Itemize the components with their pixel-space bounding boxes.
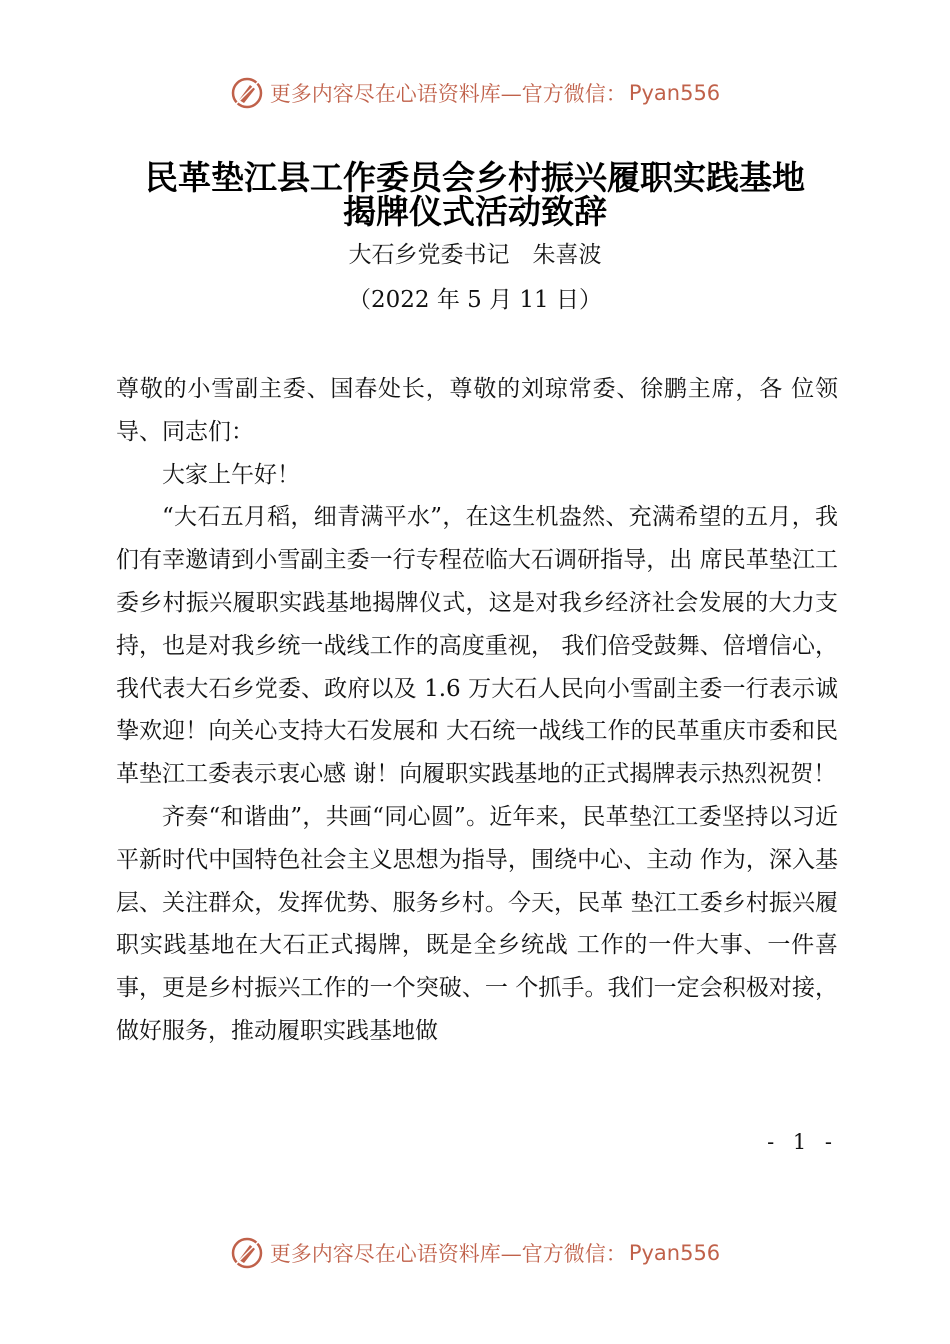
document-title-line-1: 民革垫江县工作委员会乡村振兴履职实践基地 bbox=[145, 158, 805, 197]
document-title-line-2: 揭牌仪式活动致辞 bbox=[343, 192, 607, 231]
body-paragraph: “大石五月稻，细青满平水”，在这生机盎然、充满希望的五月，我们有幸邀请到小雪副主委一行专程莅临大石调研指导，出 席民革垫江工委乡村振兴履职实践基地揭牌仪式，这是对我乡经济社会发展的大力支持，也是对我乡统一战线工作的高度重视， 我们倍受鼓舞、倍增信心，我代表大石乡党委、政府以及 1.6 万大石人民向小雪副主委一行表示诚挚欢迎！向关心支持大石发展和 大石统一战线工作的民革重庆市委和民革垫江工委表示衷心感 谢！向履职实践基地的正式揭牌表示热烈祝贺！ bbox=[116, 504, 838, 788]
author-line: 大石乡党委书记 朱喜波 bbox=[348, 242, 602, 268]
date-line: （2022 年 5 月 11 日） bbox=[348, 287, 602, 313]
salutation-paragraph: 尊敬的小雪副主委、国春处长，尊敬的刘琼常委、徐鹏主席，各 位领导、同志们： bbox=[116, 376, 838, 445]
watermark-header bbox=[0, 73, 950, 113]
watermark-text: 更多内容尽在心语资料库—官方微信： bbox=[269, 1242, 627, 1266]
red-seal-logo-icon bbox=[230, 76, 264, 110]
red-seal-logo-icon bbox=[230, 1236, 264, 1270]
greeting-paragraph: 大家上午好！ bbox=[162, 461, 300, 488]
speech-body bbox=[116, 368, 838, 1053]
watermark-handle: Pyan556 bbox=[628, 81, 721, 105]
page-number: - 1 - bbox=[767, 1130, 838, 1154]
body-paragraph: 齐奏“和谐曲”，共画“同心圆”。近年来，民革垫江工委坚持以习近平新时代中国特色社会主义思想为指导，围绕中心、主动 作为，深入基层、关注群众，发挥优势、服务乡村。今天，民革 垫江工委乡村振兴履职实践基地在大石正式揭牌，既是全乡统战 工作的一件大事、一件喜事，更是乡村振兴工作的一个突破、一 个抓手。我们一定会积极对接，做好服务，推动履职实践基地做 bbox=[116, 803, 838, 1044]
watermark-handle: Pyan556 bbox=[628, 1241, 721, 1265]
watermark-footer bbox=[0, 1233, 950, 1273]
watermark-text: 更多内容尽在心语资料库—官方微信： bbox=[269, 82, 627, 106]
